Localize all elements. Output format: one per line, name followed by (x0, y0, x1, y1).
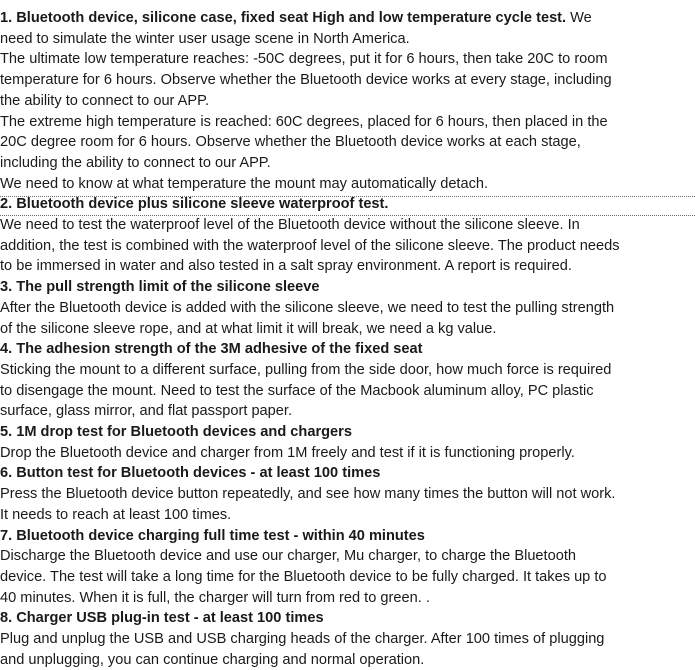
body-line: The ultimate low temperature reaches: -50C degrees, put it for 6 hours, then take 20C to room (0, 51, 608, 68)
section-1-heading-line (0, 8, 592, 29)
section-heading: 1. Bluetooth device, silicone case, fixed seat High and low temperature cycle test. (0, 10, 567, 26)
body-line: addition, the test is combined with the waterproof level of the silicone sleeve. The product needs (0, 237, 620, 254)
body-line: Sticking the mount to a different surface, pulling from the side door, how much force is required (0, 361, 612, 378)
section-heading: 7. Bluetooth device charging full time test - within 40 minutes (0, 527, 425, 544)
section-heading: 2. Bluetooth device plus silicone sleeve waterproof test. (0, 196, 389, 213)
body-line: The extreme high temperature is reached: 60C degrees, placed for 6 hours, then placed in the (0, 113, 608, 130)
section-heading: 3. The pull strength limit of the silicone sleeve (0, 279, 320, 296)
body-line: to disengage the mount. Need to test the surface of the Macbook aluminum alloy, PC plastic (0, 382, 594, 399)
body-line: We need to test the waterproof level of the Bluetooth device without the silicone sleeve. In (0, 217, 580, 233)
body-line: surface, glass mirror, and flat passport paper. (0, 403, 293, 420)
body-line: Press the Bluetooth device button repeatedly, and see how many times the button will not work. (0, 486, 616, 503)
section-heading: 4. The adhesion strength of the 3M adhesive of the fixed seat (0, 341, 423, 358)
body-line: the ability to connect to our APP. (0, 92, 210, 109)
body-line: It needs to reach at least 100 times. (0, 506, 232, 523)
body-line: Discharge the Bluetooth device and use our charger, Mu charger, to charge the Bluetooth (0, 548, 577, 565)
body-line: Plug and unplug the USB and USB charging heads of the charger. After 100 times of plugging (0, 631, 605, 647)
body-line: We need to know at what temperature the mount may automatically detach. (0, 175, 489, 192)
body-line: temperature for 6 hours. Observe whether the Bluetooth device works at every stage, including (0, 72, 612, 89)
body-line: Drop the Bluetooth device and charger from 1M freely and test if it is functioning properly. (0, 444, 575, 461)
body-line: need to simulate the winter user usage scene in North America. (0, 30, 410, 47)
heading-tail-text: We (566, 10, 592, 26)
body-line: to be immersed in water and also tested in a salt spray environment. A report is required. (0, 258, 572, 275)
body-line: 40 minutes. When it is full, the charger will turn from red to green. . (0, 589, 430, 606)
section-heading: 8. Charger USB plug-in test - at least 100 times (0, 610, 324, 627)
body-line: After the Bluetooth device is added with the silicone sleeve, we need to test the pulling strength (0, 299, 615, 316)
body-line: 20C degree room for 6 hours. Observe whether the Bluetooth device works at each stage, (0, 134, 581, 151)
body-line: device. The test will take a long time for the Bluetooth device to be fully charged. It takes up to (0, 568, 607, 585)
section-heading: 5. 1M drop test for Bluetooth devices and chargers (0, 424, 352, 440)
section-heading: 6. Button test for Bluetooth devices - at least 100 times (0, 465, 381, 482)
body-line: of the silicone sleeve rope, and at what limit it will break, we need a kg value. (0, 320, 497, 337)
body-line: including the ability to connect to our APP. (0, 154, 271, 171)
body-line: and unplugging, you can continue charging and normal operation. (0, 651, 425, 668)
